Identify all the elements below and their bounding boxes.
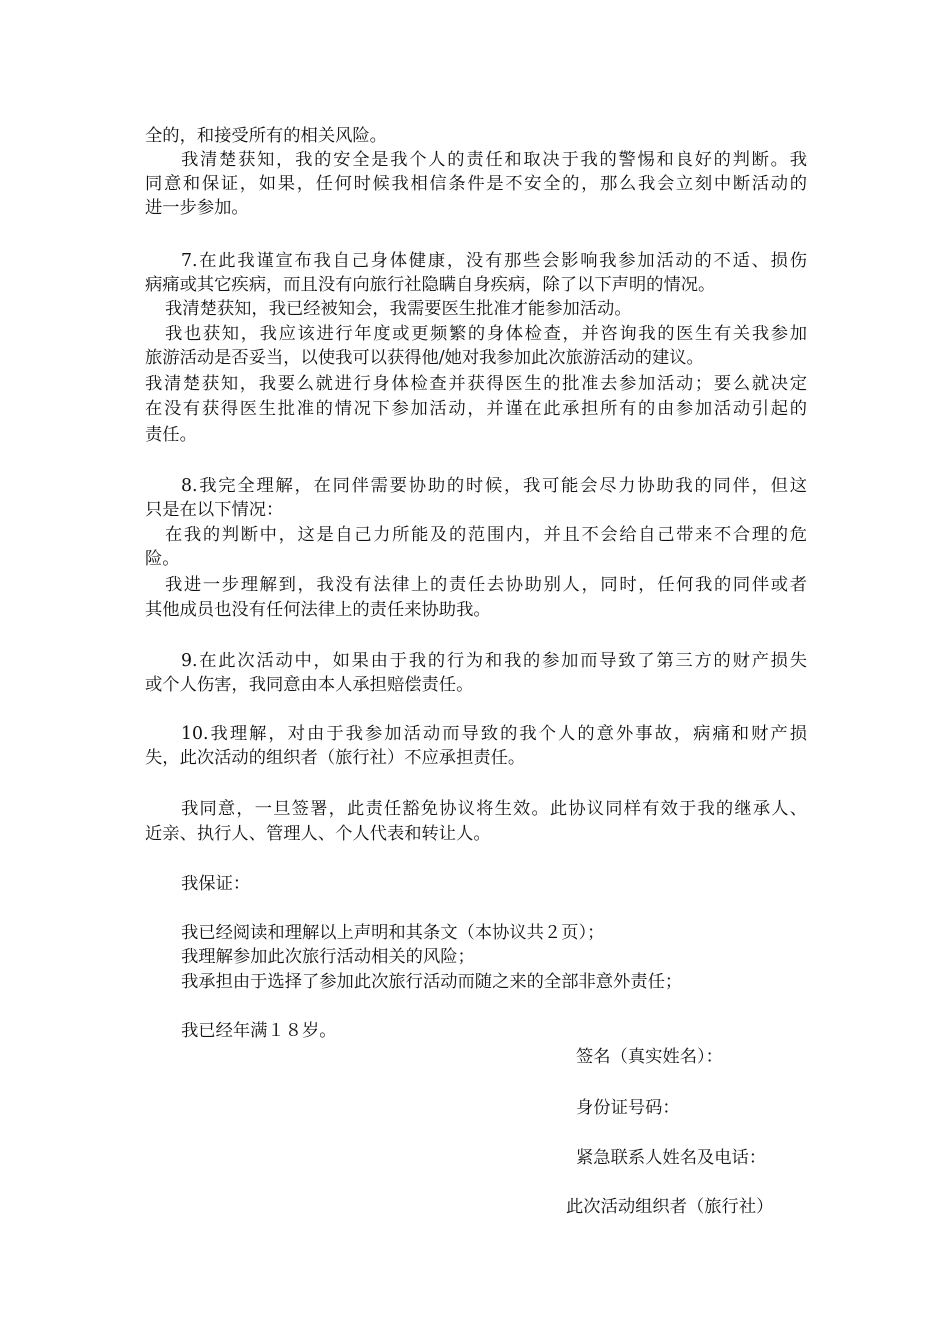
id-number-label: 身份证号码： [576, 1098, 680, 1118]
clause-8-line: 只是在以下情况： [145, 500, 284, 520]
clause-10-line: 失，此次活动的组织者（旅行社）不应承担责任。 [145, 748, 526, 768]
guarantee-item: 我承担由于选择了参加此次旅行活动而随之来的全部非意外责任； [181, 972, 683, 992]
clause-9-line: 或个人伤害，我同意由本人承担赔偿责任。 [145, 675, 474, 695]
clause-7-line: 我清楚获知，我已经被知会，我需要医生批准才能参加活动。 [165, 299, 632, 319]
clause-7-line: 我清楚获知，我要么就进行身体检查并获得医生的批准去参加活动；要么就决定 [145, 374, 807, 394]
guarantee-item: 我理解参加此次旅行活动相关的风险； [181, 947, 475, 967]
clause-7-line: 病痛或其它疾病，而且没有向旅行社隐瞒自身疾病，除了以下声明的情况。 [145, 275, 716, 295]
clause-7-line: 责任。 [145, 425, 197, 445]
agreement-line: 我同意，一旦签署，此责任豁免协议将生效。此协议同样有效于我的继承人、 [181, 799, 807, 819]
signature-name-label: 签名（真实姓名）： [576, 1047, 723, 1067]
clause-8-line: 8.我完全理解，在同伴需要协助的时候，我可能会尽力协助我的同伴，但这 [181, 476, 807, 496]
emergency-contact-label: 紧急联系人姓名及电话： [576, 1148, 767, 1168]
paragraph-line: 全的，和接受所有的相关风险。 [145, 126, 387, 146]
clause-10-line: 10.我理解，对由于我参加活动而导致的我个人的意外事故，病痛和财产损 [181, 724, 807, 744]
clause-8-line: 在我的判断中，这是自己力所能及的范围内，并且不会给自己带来不合理的危 [165, 525, 807, 545]
clause-7-line: 我也获知，我应该进行年度或更频繁的身体检查，并咨询我的医生有关我参加 [165, 324, 807, 344]
clause-7-line: 在没有获得医生批准的情况下参加活动，并谨在此承担所有的由参加活动引起的 [145, 399, 807, 419]
organizer-label: 此次活动组织者（旅行社） [566, 1197, 774, 1217]
clause-9-line: 9.在此次活动中，如果由于我的行为和我的参加而导致了第三方的财产损失 [181, 651, 807, 671]
agreement-line: 近亲、执行人、管理人、个人代表和转让人。 [145, 824, 491, 844]
paragraph-line: 进一步参加。 [145, 198, 249, 218]
clause-8-line: 险。 [145, 549, 180, 569]
paragraph-line: 我清楚获知，我的安全是我个人的责任和取决于我的警惕和良好的判断。我 [181, 150, 807, 170]
guarantee-item: 我已经阅读和理解以上声明和其条文（本协议共２页）； [181, 923, 605, 943]
clause-7-line: 7.在此我谨宣布我自己身体健康，没有那些会影响我参加活动的不适、损伤 [181, 251, 807, 271]
paragraph-line: 同意和保证，如果，任何时候我相信条件是不安全的，那么我会立刻中断活动的 [145, 174, 807, 194]
clause-8-line: 其他成员也没有任何法律上的责任来协助我。 [145, 600, 491, 620]
clause-7-line: 旅游活动是否妥当，以使我可以获得他/她对我参加此次旅游活动的建议。 [145, 348, 704, 368]
clause-8-line: 我进一步理解到，我没有法律上的责任去协助别人，同时，任何我的同伴或者 [165, 575, 807, 595]
age-statement: 我已经年满１８岁。 [181, 1021, 337, 1041]
guarantee-heading: 我保证： [181, 874, 251, 894]
